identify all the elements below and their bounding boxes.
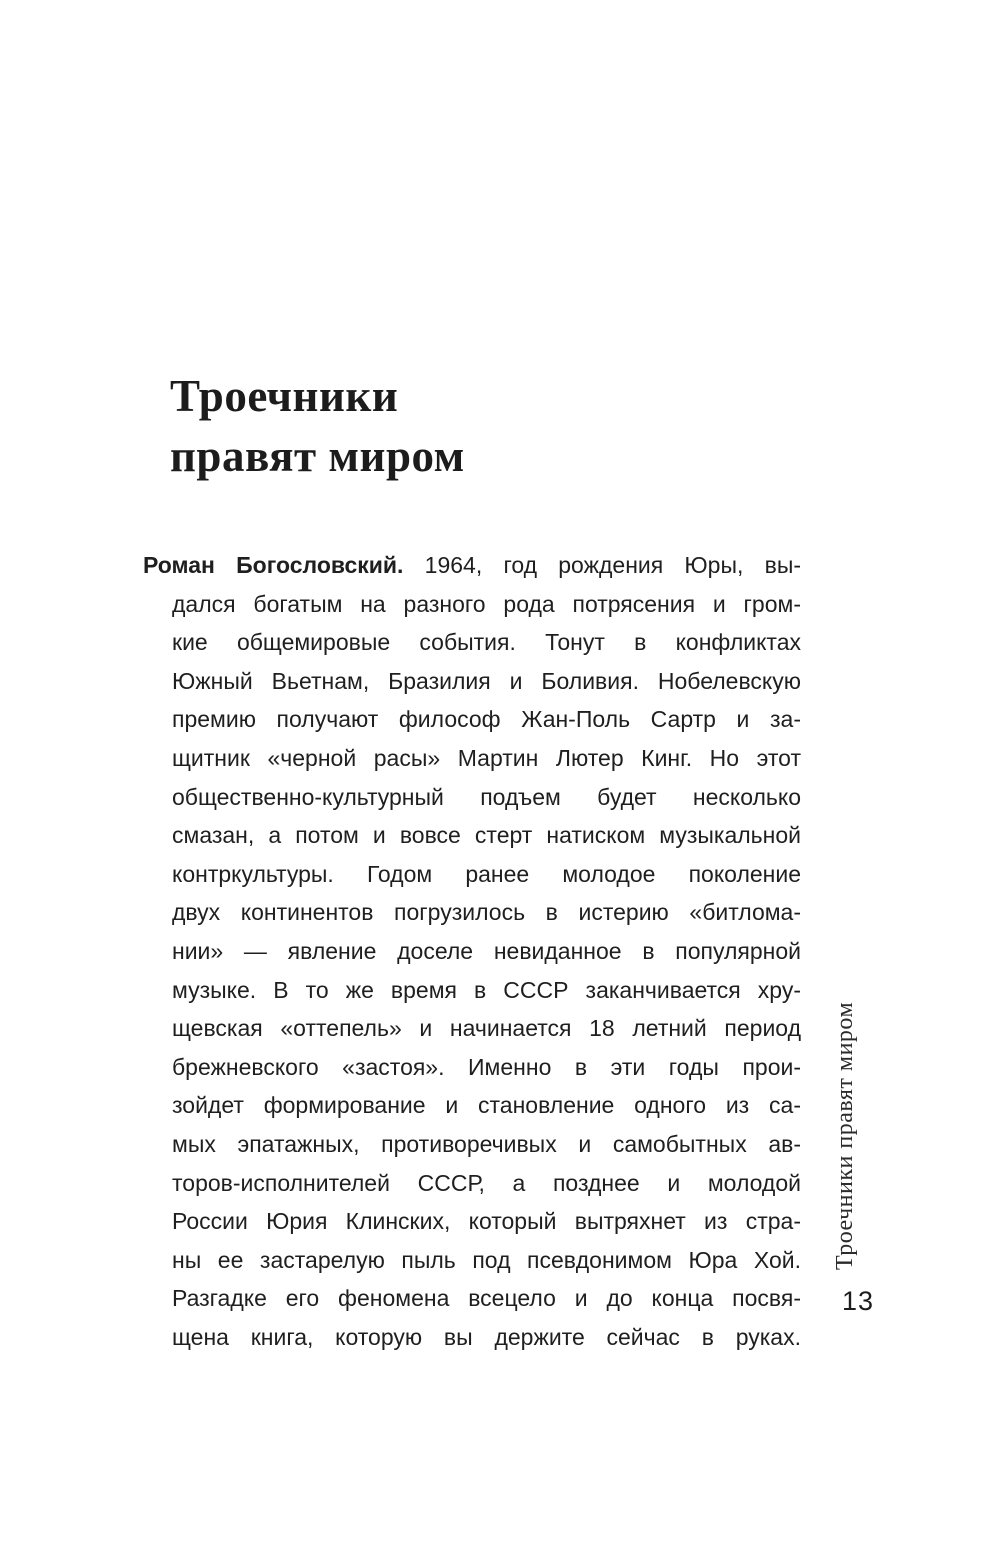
paragraph-line xyxy=(143,546,801,585)
chapter-title-line-2: правят миром xyxy=(170,431,465,481)
paragraph-line: контркультуры. Годом ранее молодое поколение xyxy=(172,860,801,887)
running-title-vertical: Троечники правят миром xyxy=(832,1001,858,1270)
paragraph-line: зойдет формирование и становление одного из са- xyxy=(172,1092,801,1119)
author-lead-in: Роман Богословский. xyxy=(143,552,404,578)
paragraph-line: дался богатым на разного рода потрясения и гром- xyxy=(172,590,801,617)
paragraph-line: щевская «оттепель» и начинается 18 летний период xyxy=(172,1015,801,1042)
paragraph-line: премию получают философ Жан-Поль Сартр и за- xyxy=(172,706,801,733)
paragraph-line: нии» — явление доселе невиданное в популярной xyxy=(172,937,801,964)
page-number: 13 xyxy=(842,1286,875,1316)
paragraph-line: общественно-культурный подъем будет несколько xyxy=(172,783,801,810)
chapter-title-line-1: Троечники xyxy=(170,371,399,421)
paragraph-line: Южный Вьетнам, Бразилия и Боливия. Нобелевскую xyxy=(172,667,801,694)
paragraph-line: мых эпатажных, противоречивых и самобытных ав- xyxy=(172,1130,801,1157)
body-paragraph xyxy=(143,546,801,1356)
paragraph-line: ны ее застарелую пыль под псевдонимом Юра Хой. xyxy=(172,1246,801,1273)
paragraph-line: щитник «черной расы» Мартин Лютер Кинг. Но этот xyxy=(172,744,801,771)
paragraph-line: брежневского «застоя». Именно в эти годы прои- xyxy=(172,1053,801,1080)
paragraph-line: России Юрия Клинских, который вытряхнет из стра- xyxy=(172,1208,801,1235)
paragraph-line: торов-исполнителей СССР, а позднее и молодой xyxy=(172,1169,801,1196)
paragraph-line: щена книга, которую вы держите сейчас в руках. xyxy=(172,1323,801,1350)
paragraph-line: Разгадке его феномена всецело и до конца посвя- xyxy=(172,1285,801,1312)
paragraph-line: кие общемировые события. Тонут в конфликтах xyxy=(172,629,801,656)
paragraph-line-text: 1964, год рождения Юры, вы- xyxy=(424,552,802,578)
paragraph-line: смазан, а потом и вовсе стерт натиском музыкальной xyxy=(172,822,801,849)
paragraph-line: музыке. В то же время в СССР заканчивается хру- xyxy=(172,976,801,1003)
chapter-title xyxy=(170,366,465,486)
paragraph-line: двух континентов погрузилось в истерию «битлома- xyxy=(172,899,801,926)
